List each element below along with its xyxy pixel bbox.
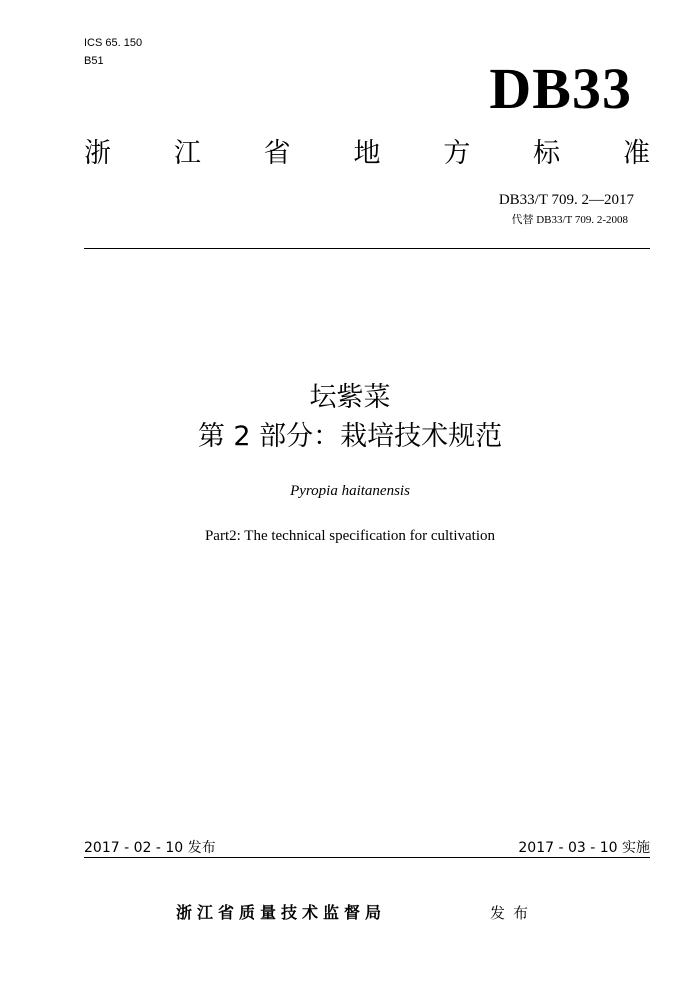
title-line-2: 第 2 部分：栽培技术规范	[197, 421, 503, 452]
title-line-1: 坛紫菜	[309, 382, 391, 413]
ics-code: ICS 65. 150	[84, 37, 143, 49]
standard-type-char: 浙	[84, 138, 111, 169]
standard-type-char: 方	[443, 138, 471, 169]
implementation-date: 2017 - 03 - 10 实施	[518, 840, 650, 856]
standard-type-char: 标	[533, 138, 561, 169]
standard-type-char: 省	[263, 138, 291, 169]
top-divider	[84, 248, 650, 249]
issue-label: 发布	[490, 904, 537, 922]
ccs-code: B51	[84, 55, 104, 67]
standard-logo: DB33	[489, 56, 632, 121]
standard-number: DB33/T 709. 2—2017	[498, 192, 634, 208]
bottom-divider	[84, 857, 650, 858]
issuing-authority: 浙江省质量技术监督局	[176, 903, 387, 922]
standard-type-char: 江	[173, 138, 201, 169]
standard-type-char: 准	[622, 138, 650, 169]
replaces-standard: 代替 DB33/T 709. 2-2008	[511, 214, 628, 226]
standard-type-char: 地	[353, 138, 381, 169]
english-title: Part2: The technical specification for cultivation	[204, 528, 496, 544]
standard-type-heading	[84, 136, 650, 172]
issue-date: 2017 - 02 - 10 发布	[84, 840, 216, 856]
latin-name: Pyropia haitanensis	[290, 483, 410, 499]
